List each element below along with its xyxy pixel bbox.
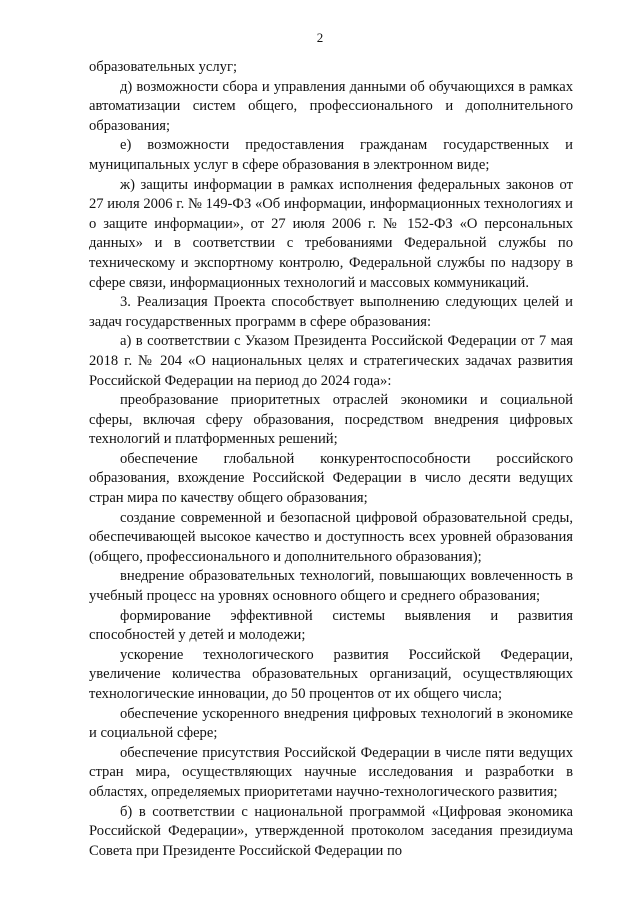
- paragraph-continuation: образовательных услуг;: [89, 59, 238, 75]
- paragraph-item-zh: ж) защиты информации в рамках исполнения федеральных законов от 27 июля 2006 г. № 149-ФЗ «Об информации, информационных технологиях и о защите информации», от 27 июля 2006 г. № 152-ФЗ «О персональных данных» и в соответствии с требованиями Федеральной службы по техническому и экспортному контролю, Федеральной службы по надзору в сфере связи, информационных технологий и массовых коммуникаций.: [89, 176, 573, 291]
- paragraph-goal: преобразование приоритетных отраслей экономики и социальной сферы, включая сферу образования, посредством внедрения цифровых технологий и платформенных решений;: [89, 392, 573, 448]
- paragraph-goal: обеспечение присутствия Российской Федерации в числе пяти ведущих стран мира, осуществляющих научные исследования и разработки в областях, определяемых приоритетами научно-технологического развития;: [89, 744, 573, 800]
- paragraph-goal: обеспечение ускоренного внедрения цифровых технологий в экономике и социальной сфере;: [89, 705, 573, 742]
- paragraph-item-d: д) возможности сбора и управления данными об обучающихся в рамках автоматизации систем общего, профессионального и дополнительного образования;: [89, 78, 573, 134]
- paragraph-goal: создание современной и безопасной цифровой образовательной среды, обеспечивающей высокое качество и доступность всех уровней образования (общего, профессионального и дополнительного образования);: [89, 509, 573, 565]
- paragraph-item-e: е) возможности предоставления гражданам государственных и муниципальных услуг в сфере образования в электронном виде;: [89, 137, 573, 173]
- paragraph-goal: обеспечение глобальной конкурентоспособности российского образования, вхождение Российской Федерации в число десяти ведущих стран мира по качеству общего образования;: [89, 450, 573, 507]
- paragraph-item-a: а) в соответствии с Указом Президента Российской Федерации от 7 мая 2018 г. № 204 «О национальных целях и стратегических задачах развития Российской Федерации на период до 2024 года»:: [89, 333, 573, 389]
- paragraph-goal: формирование эффективной системы выявления и развития способностей у детей и молодежи;: [89, 607, 573, 644]
- paragraph-goal: ускорение технологического развития Российской Федерации, увеличение количества образовательных организаций, осуществляющих технологические инновации, до 50 процентов от их общего числа;: [89, 646, 573, 702]
- page-number: 2: [316, 30, 324, 45]
- paragraph-goal: внедрение образовательных технологий, повышающих вовлеченность в учебный процесс на уровнях основного общего и среднего образования;: [89, 568, 573, 605]
- document-body: [89, 58, 573, 861]
- paragraph-section-3: 3. Реализация Проекта способствует выполнению следующих целей и задач государственных программ в сфере образования:: [89, 294, 573, 330]
- paragraph-item-b: б) в соответствии с национальной программой «Цифровая экономика Российской Федерации», утвержденной протоколом заседания президиума Совета при Президенте Российской Федерации по: [89, 803, 573, 859]
